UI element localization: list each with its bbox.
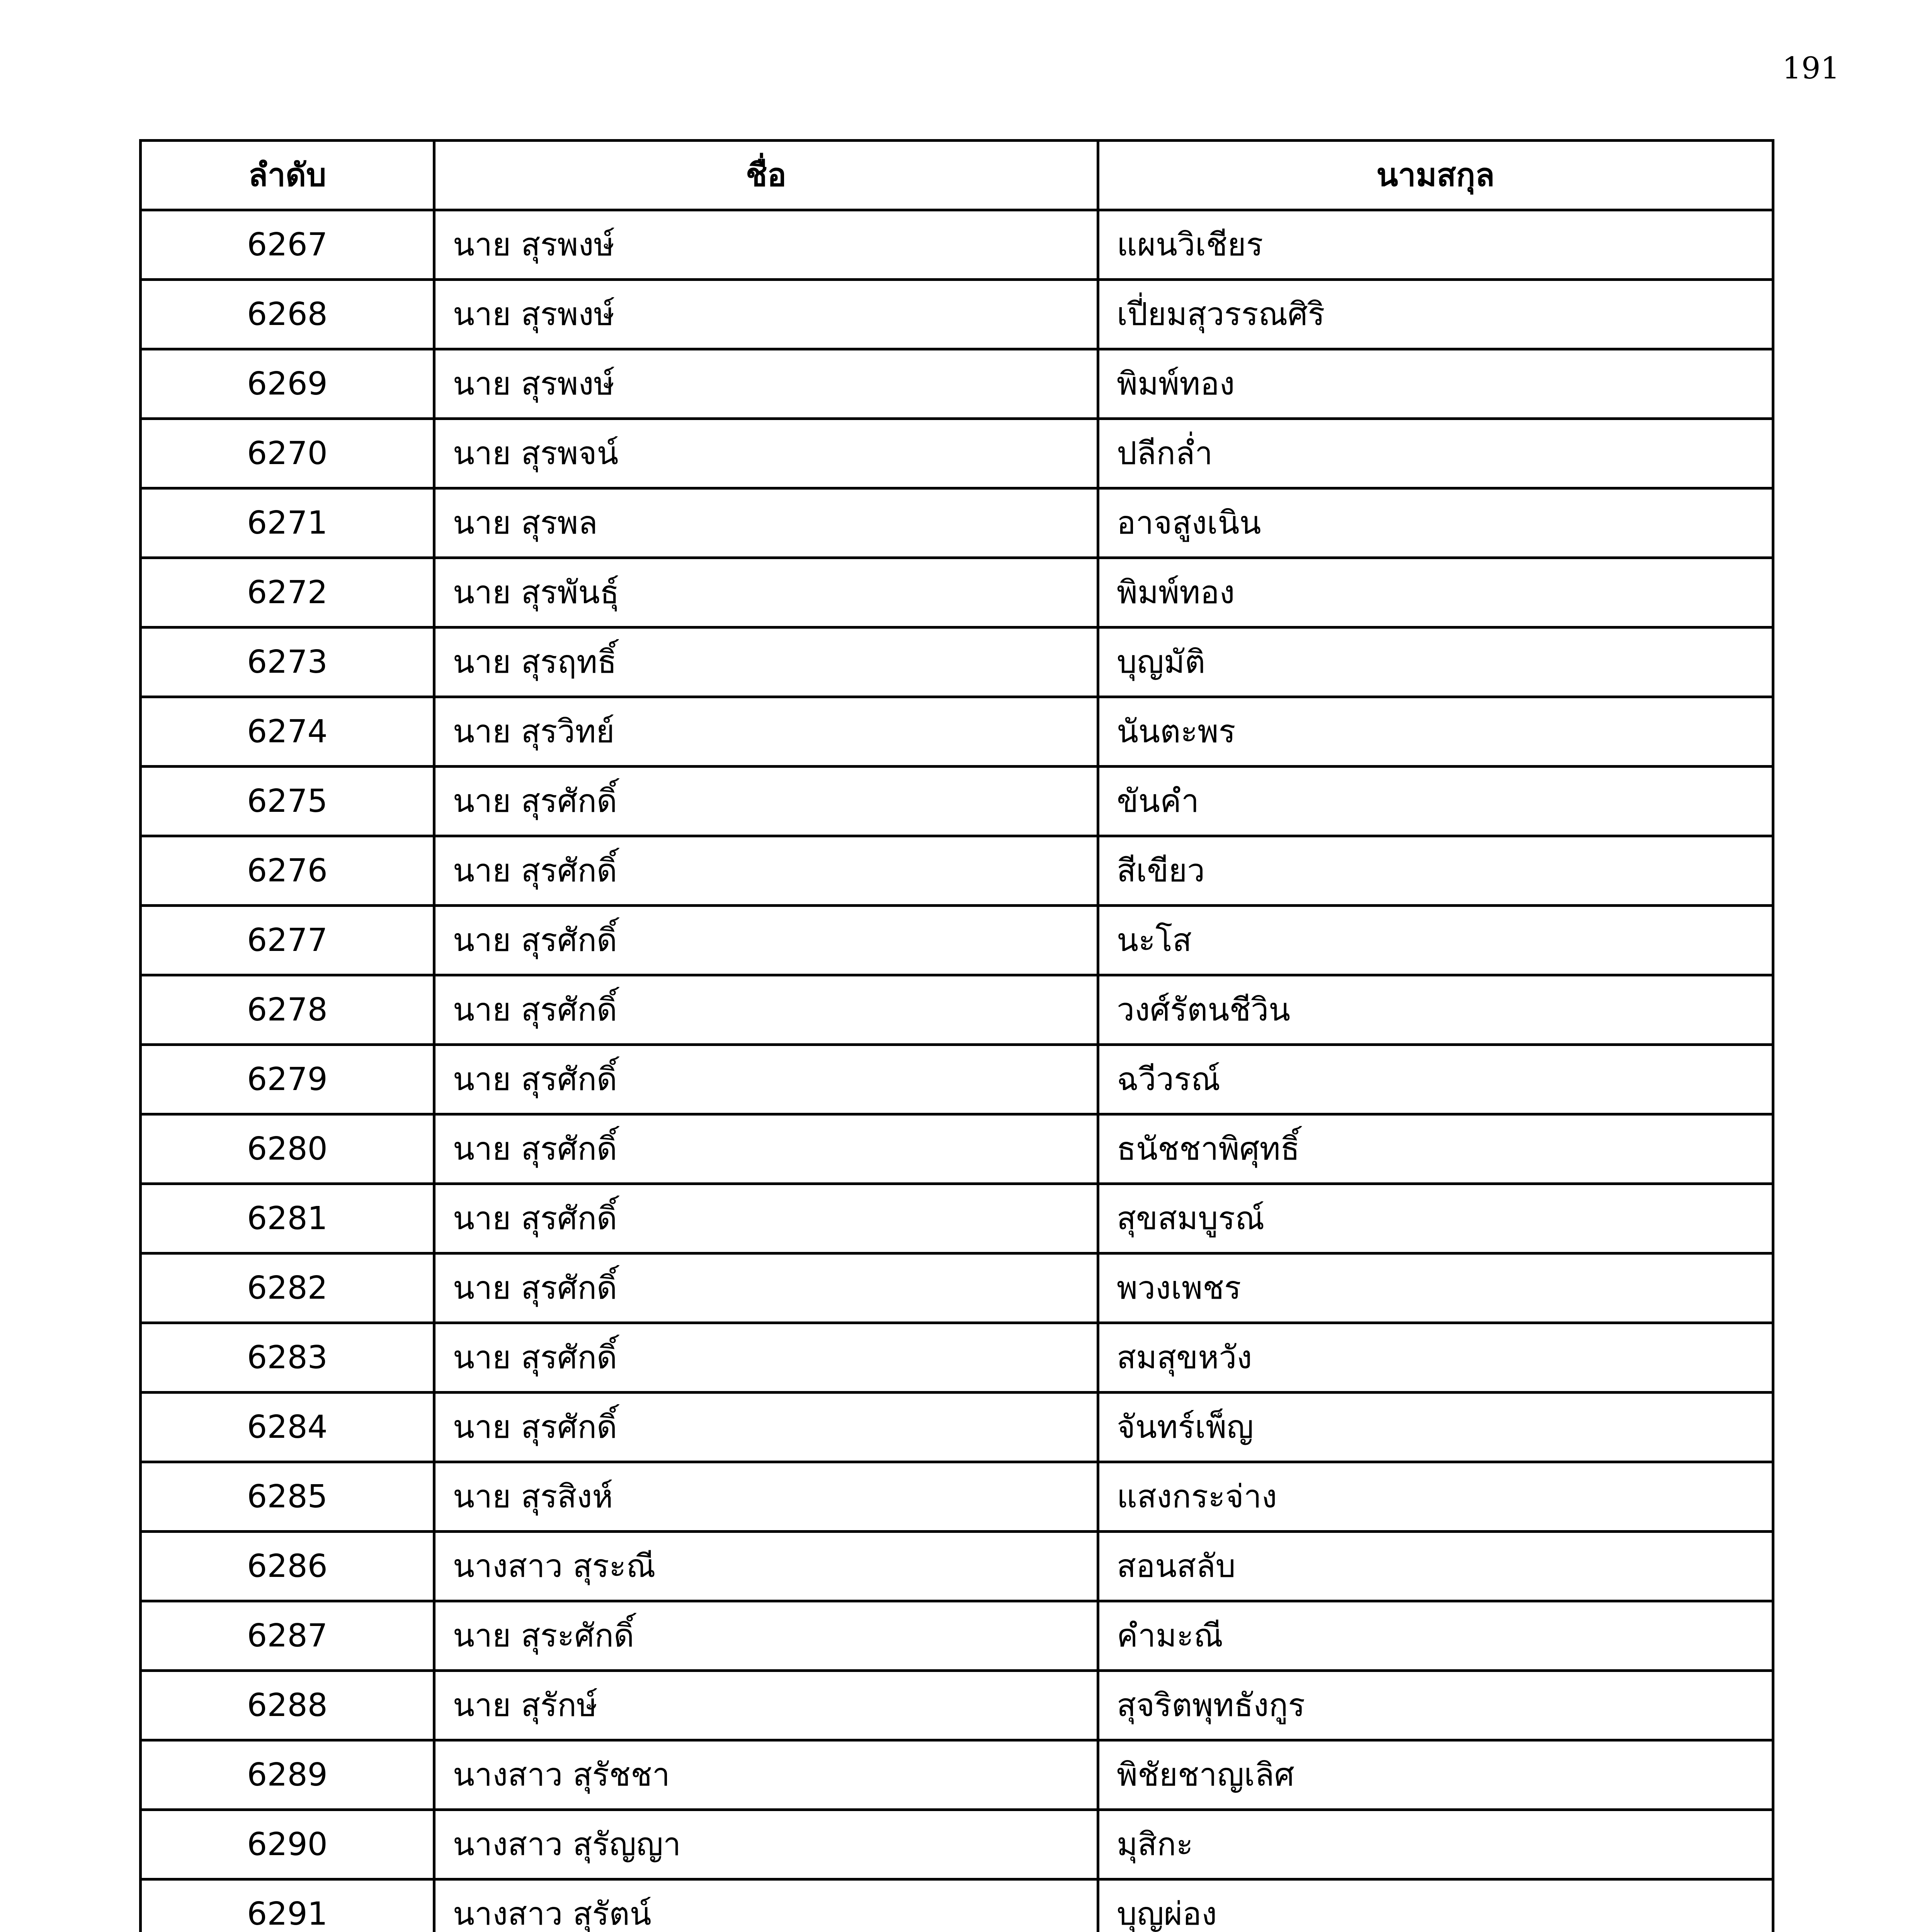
- table-row: [141, 1393, 1773, 1462]
- cell-last-name: ฉวีวรณ์: [1098, 1045, 1773, 1114]
- table-row: [141, 1045, 1773, 1114]
- cell-last-name: อาจสูงเนิน: [1098, 488, 1773, 558]
- table-row: [141, 767, 1773, 836]
- cell-first-name: นางสาว สุรัญญา: [434, 1810, 1098, 1879]
- cell-first-name: นาย สุรศักดิ์: [434, 1114, 1098, 1184]
- cell-first-name: นาย สุรพงษ์: [434, 349, 1098, 419]
- cell-first-name: นาย สุรศักดิ์: [434, 1253, 1098, 1323]
- column-header-first-name: ชื่อ: [434, 141, 1098, 210]
- cell-first-name: นาย สุรพงษ์: [434, 280, 1098, 349]
- cell-number: 6270: [141, 419, 434, 488]
- cell-number: 6284: [141, 1393, 434, 1462]
- cell-number: 6291: [141, 1879, 434, 1932]
- cell-number: 6276: [141, 836, 434, 906]
- cell-last-name: พิมพ์ทอง: [1098, 349, 1773, 419]
- cell-number: 6288: [141, 1671, 434, 1740]
- cell-first-name: นางสาว สุระณี: [434, 1532, 1098, 1601]
- cell-first-name: นาย สุรศักดิ์: [434, 1393, 1098, 1462]
- table-row: [141, 1532, 1773, 1601]
- cell-number: 6285: [141, 1462, 434, 1532]
- cell-last-name: แสงกระจ่าง: [1098, 1462, 1773, 1532]
- cell-first-name: นาย สุรศักดิ์: [434, 906, 1098, 975]
- cell-number: 6287: [141, 1601, 434, 1671]
- table-header: [141, 141, 1773, 210]
- table-row: [141, 1740, 1773, 1810]
- cell-number: 6268: [141, 280, 434, 349]
- table-body: [141, 210, 1773, 1932]
- table-row: [141, 349, 1773, 419]
- cell-last-name: สุขสมบูรณ์: [1098, 1184, 1773, 1253]
- cell-number: 6290: [141, 1810, 434, 1879]
- table-row: [141, 210, 1773, 280]
- table-row: [141, 906, 1773, 975]
- cell-number: 6275: [141, 767, 434, 836]
- table-row: [141, 488, 1773, 558]
- cell-number: 6279: [141, 1045, 434, 1114]
- cell-first-name: นาย สุรศักดิ์: [434, 975, 1098, 1045]
- cell-last-name: สุจริตพุทธังกูร: [1098, 1671, 1773, 1740]
- cell-first-name: นาย สุรสิงห์: [434, 1462, 1098, 1532]
- cell-last-name: ปลีกล่ำ: [1098, 419, 1773, 488]
- cell-last-name: นันตะพร: [1098, 697, 1773, 767]
- table-row: [141, 975, 1773, 1045]
- cell-last-name: วงศ์รัตนชีวิน: [1098, 975, 1773, 1045]
- table-row: [141, 558, 1773, 628]
- cell-number: 6272: [141, 558, 434, 628]
- cell-first-name: นาย สุรศักดิ์: [434, 767, 1098, 836]
- table-row: [141, 1323, 1773, 1393]
- cell-last-name: สมสุขหวัง: [1098, 1323, 1773, 1393]
- cell-last-name: ขันคำ: [1098, 767, 1773, 836]
- cell-number: 6282: [141, 1253, 434, 1323]
- cell-last-name: แผนวิเชียร: [1098, 210, 1773, 280]
- cell-first-name: นาย สุรพันธุ์: [434, 558, 1098, 628]
- cell-number: 6269: [141, 349, 434, 419]
- cell-last-name: มุสิกะ: [1098, 1810, 1773, 1879]
- cell-first-name: นาย สุระศักดิ์: [434, 1601, 1098, 1671]
- cell-number: 6274: [141, 697, 434, 767]
- cell-number: 6267: [141, 210, 434, 280]
- table-row: [141, 836, 1773, 906]
- cell-first-name: นาย สุรักษ์: [434, 1671, 1098, 1740]
- cell-last-name: พิชัยชาญเลิศ: [1098, 1740, 1773, 1810]
- cell-last-name: นะโส: [1098, 906, 1773, 975]
- cell-last-name: สอนสลับ: [1098, 1532, 1773, 1601]
- table-row: [141, 1671, 1773, 1740]
- cell-number: 6271: [141, 488, 434, 558]
- cell-number: 6280: [141, 1114, 434, 1184]
- cell-last-name: ธนัชชาพิศุทธิ์: [1098, 1114, 1773, 1184]
- table-row: [141, 1114, 1773, 1184]
- table-row: [141, 697, 1773, 767]
- table-row: [141, 1184, 1773, 1253]
- cell-first-name: นาย สุรศักดิ์: [434, 1323, 1098, 1393]
- cell-last-name: พวงเพชร: [1098, 1253, 1773, 1323]
- cell-first-name: นาย สุรพจน์: [434, 419, 1098, 488]
- table-row: [141, 1810, 1773, 1879]
- cell-first-name: นาย สุรศักดิ์: [434, 1045, 1098, 1114]
- cell-first-name: นางสาว สุรัตน์: [434, 1879, 1098, 1932]
- column-header-no: ลำดับ: [141, 141, 434, 210]
- cell-first-name: นาย สุรวิทย์: [434, 697, 1098, 767]
- table-row: [141, 1601, 1773, 1671]
- cell-last-name: เปี่ยมสุวรรณศิริ: [1098, 280, 1773, 349]
- cell-first-name: นาย สุรศักดิ์: [434, 836, 1098, 906]
- cell-last-name: จันทร์เพ็ญ: [1098, 1393, 1773, 1462]
- cell-first-name: นาย สุรศักดิ์: [434, 1184, 1098, 1253]
- cell-number: 6277: [141, 906, 434, 975]
- page-number: 191: [1782, 51, 1840, 86]
- cell-first-name: นางสาว สุรัชชา: [434, 1740, 1098, 1810]
- name-list-table: [139, 139, 1774, 1932]
- table-row: [141, 1462, 1773, 1532]
- cell-first-name: นาย สุรพล: [434, 488, 1098, 558]
- cell-first-name: นาย สุรพงษ์: [434, 210, 1098, 280]
- cell-first-name: นาย สุรฤทธิ์: [434, 628, 1098, 697]
- cell-last-name: คำมะณี: [1098, 1601, 1773, 1671]
- cell-number: 6286: [141, 1532, 434, 1601]
- table-row: [141, 628, 1773, 697]
- cell-last-name: พิมพ์ทอง: [1098, 558, 1773, 628]
- cell-number: 6283: [141, 1323, 434, 1393]
- header-row: [141, 141, 1773, 210]
- column-header-last-name: นามสกุล: [1098, 141, 1773, 210]
- table-row: [141, 1253, 1773, 1323]
- cell-last-name: สีเขียว: [1098, 836, 1773, 906]
- table-row: [141, 280, 1773, 349]
- table-row: [141, 1879, 1773, 1932]
- cell-number: 6273: [141, 628, 434, 697]
- cell-number: 6278: [141, 975, 434, 1045]
- cell-number: 6289: [141, 1740, 434, 1810]
- cell-last-name: บุญผ่อง: [1098, 1879, 1773, 1932]
- cell-number: 6281: [141, 1184, 434, 1253]
- cell-last-name: บุญมัติ: [1098, 628, 1773, 697]
- table-row: [141, 419, 1773, 488]
